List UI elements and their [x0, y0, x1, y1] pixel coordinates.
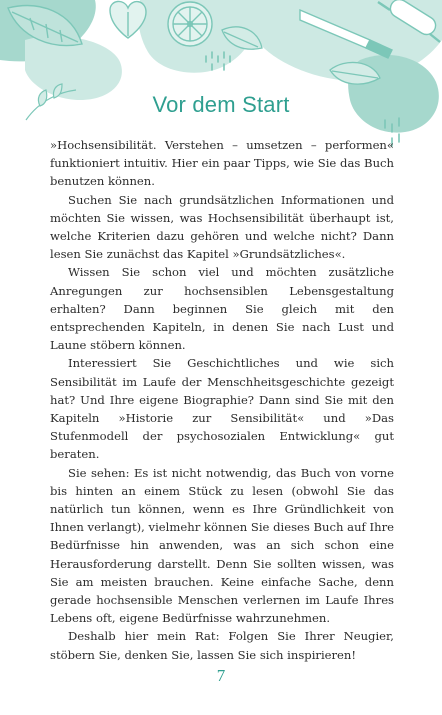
page-number: 7	[216, 666, 226, 685]
page-title: Vor dem Start	[152, 92, 290, 117]
paragraph-5: Sie sehen: Es ist nicht notwendig, das Buch von vorne bis hinten an einem Stück zu lesen (obwohl Sie das natürlich tun können, wenn es Ihre Gründlichkeit von Ihnen verlangt), vielmehr können Sie dieses Buch auf Ihre Bedürfnisse hin anwenden, was an sich schon eine Herausforderung darstellt. Denn Sie sollten wissen, was Sie am meisten brauchen. Keine einfache Sache, denn gerade hochsensible Menschen verlernen im Laufe Ihres Lebens oft, eigene Bedürfnisse wahrzunehmen.	[50, 465, 394, 626]
citrus-slice-icon	[168, 2, 212, 46]
body-text	[50, 136, 394, 664]
paragraph-1: »Hochsensibilität. Verstehen – umsetzen – performen« funktioniert intuitiv. Hier ein paar Tipps, wie Sie das Buch benutzen können.	[50, 138, 394, 189]
paragraph-3: Wissen Sie schon viel und möchten zusätzliche Anregungen zur hochsensiblen Lebensgestaltung erhalten? Dann beginnen Sie gleich mit den entsprechenden Kapiteln, in denen Sie nach Lust und Laune stöbern können.	[50, 265, 394, 353]
paragraph-4: Interessiert Sie Geschichtliches und wie sich Sensibilität im Laufe der Menschheitsgeschichte gezeigt hat? Und Ihre eigene Biographie? Dann sind Sie mit den Kapiteln »Historie zur Sensibilität« und »Das Stufenmodell der psychosozialen Entwicklung« gut beraten.	[50, 356, 394, 462]
paragraph-2: Suchen Sie nach grundsätzlichen Informationen und möchten Sie wissen, was Hochsensibilität überhaupt ist, welche Kriterien dazu gehören und welche nicht? Dann lesen Sie zunächst das Kapitel »Grundsätzliches«.	[50, 192, 394, 262]
paragraph-6: Deshalb hier mein Rat: Folgen Sie Ihrer Neugier, stöbern Sie, denken Sie, lassen Sie sich inspirieren!	[50, 629, 394, 662]
